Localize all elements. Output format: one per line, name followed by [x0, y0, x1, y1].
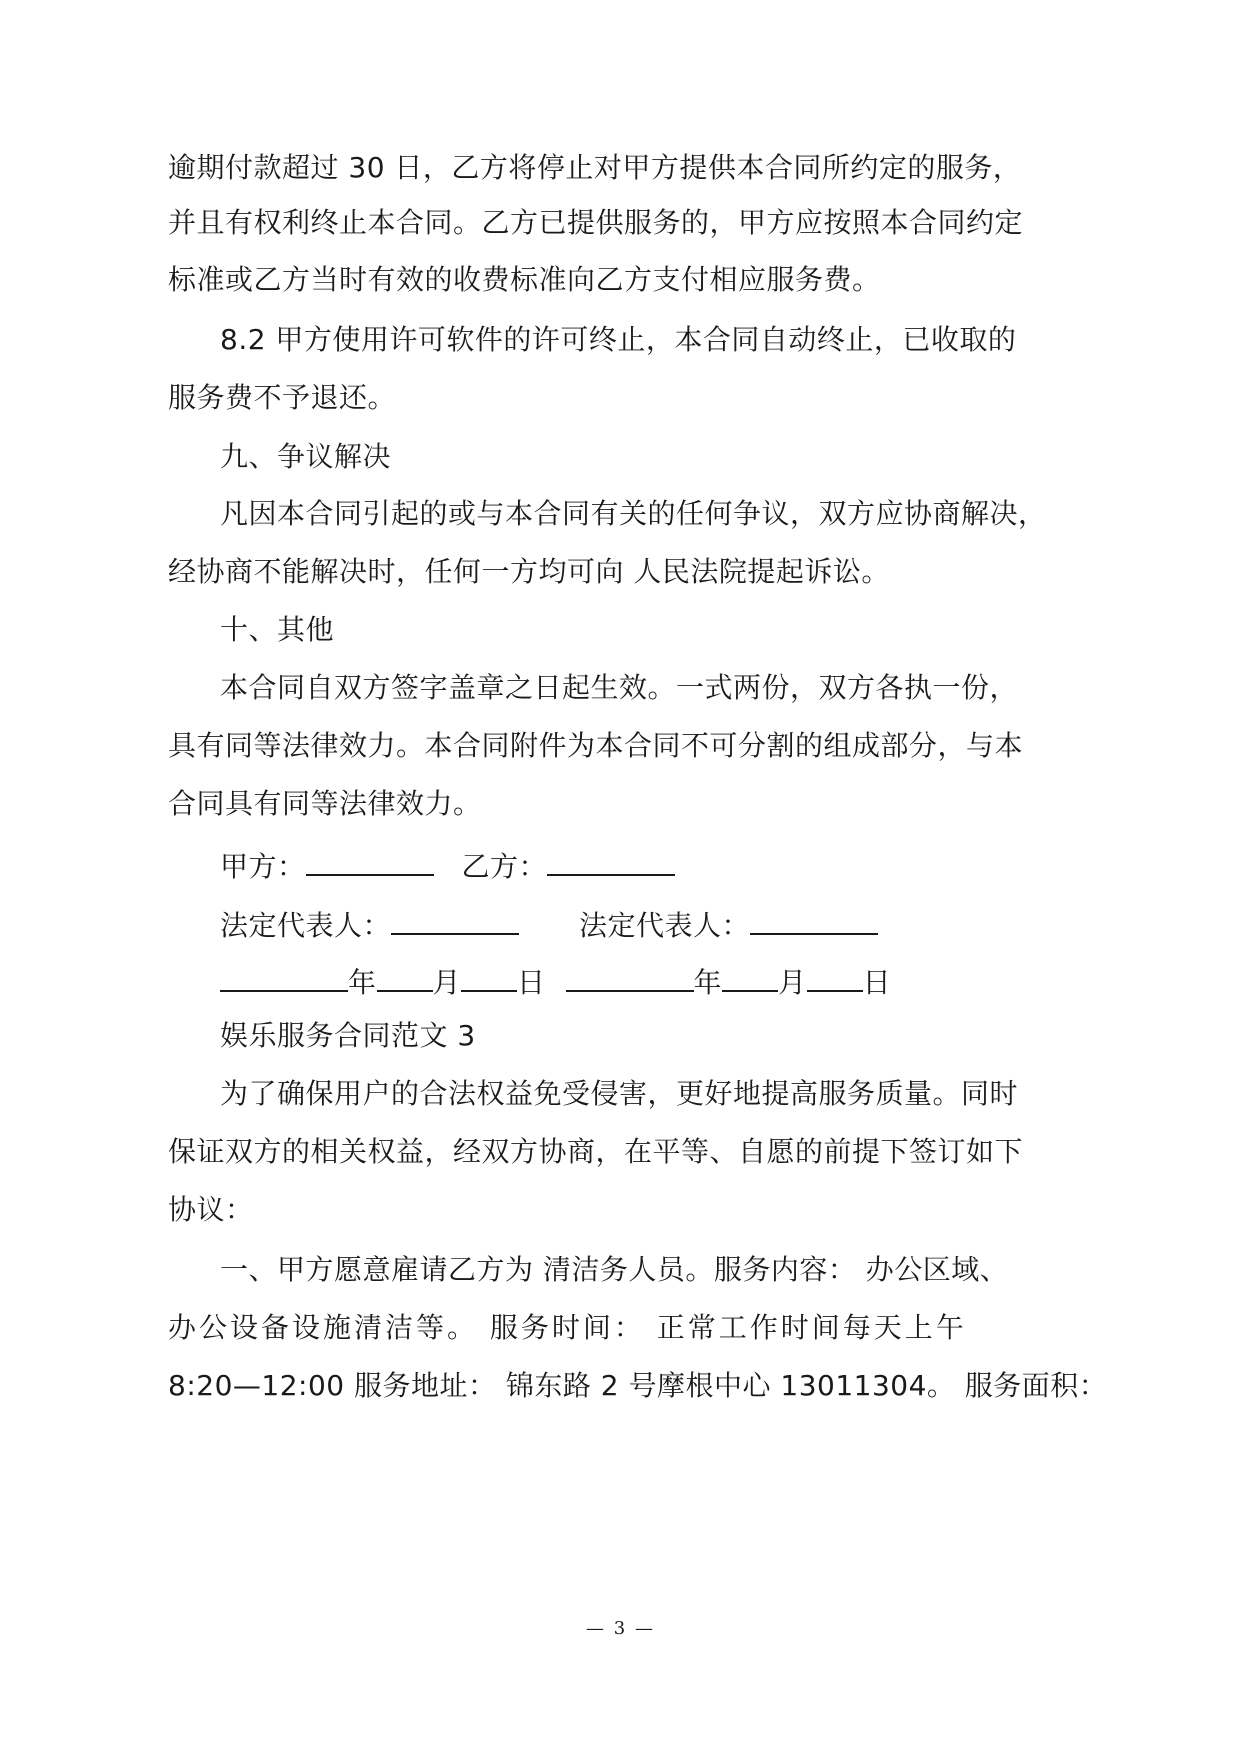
signature-representative-row [220, 903, 878, 944]
party-b-label: 乙方： [461, 850, 548, 883]
paragraph-line: 本合同自双方签字盖章之日起生效。一式两份，双方各执一份， [220, 671, 1019, 704]
paragraph-line: 并且有权利终止本合同。乙方已提供服务的，甲方应按照本合同约定 [168, 206, 1024, 239]
paragraph-line: 逾期付款超过 30 日，乙方将停止对甲方提供本合同所约定的服务， [168, 151, 1022, 184]
section-heading: 九、争议解决 [220, 440, 392, 473]
paragraph-line: 具有同等法律效力。本合同附件为本合同不可分割的组成部分，与本 [168, 729, 1024, 762]
section-heading: 十、其他 [220, 613, 335, 646]
paragraph-line: 保证双方的相关权益，经双方协商，在平等、自愿的前提下签订如下 [168, 1135, 1024, 1168]
date-a-day-blank[interactable] [461, 960, 517, 992]
month-label: 月 [778, 966, 807, 999]
paragraph-line: 经协商不能解决时，任何一方均可向 人民法院提起诉讼。 [168, 555, 890, 588]
rep-a-blank[interactable] [391, 903, 519, 935]
rep-b-blank[interactable] [750, 903, 878, 935]
signature-parties-row [220, 844, 675, 885]
date-b-month-blank[interactable] [722, 960, 778, 992]
party-a-label: 甲方： [220, 850, 306, 883]
date-b-day-blank[interactable] [807, 960, 863, 992]
page-number: — 3 — [586, 1618, 655, 1639]
date-a-year-blank[interactable] [220, 960, 348, 992]
year-label: 年 [693, 966, 723, 999]
paragraph-line: 一、甲方愿意雇请乙方为 清洁务人员。服务内容： 办公区域、 [220, 1253, 1009, 1286]
date-a-month-blank[interactable] [377, 960, 433, 992]
clause-8-2-line: 8.2 甲方使用许可软件的许可终止，本合同自动终止，已收取的 [220, 323, 1017, 356]
paragraph-line: 服务费不予退还。 [168, 381, 397, 414]
signature-date-row [220, 960, 891, 1001]
party-a-blank[interactable] [306, 844, 434, 876]
year-label: 年 [348, 966, 377, 999]
day-label: 日 [517, 966, 546, 999]
paragraph-line: 标准或乙方当时有效的收费标准向乙方支付相应服务费。 [168, 263, 881, 296]
paragraph-line: 为了确保用户的合法权益免受侵害，更好地提高服务质量。同时 [220, 1077, 1019, 1110]
contract-title: 娱乐服务合同范文 3 [220, 1019, 476, 1052]
paragraph-line: 凡因本合同引起的或与本合同有关的任何争议，双方应协商解决， [220, 497, 1047, 530]
paragraph-line: 8:20—12:00 服务地址： 锦东路 2 号摩根中心 13011304。 服务面积： [168, 1369, 1108, 1402]
paragraph-line: 办公设备设施清洁等。 服务时间： 正常工作时间每天上午 [168, 1311, 967, 1344]
rep-b-label: 法定代表人： [579, 909, 751, 942]
date-b-year-blank[interactable] [566, 960, 694, 992]
party-b-blank[interactable] [547, 844, 675, 876]
paragraph-line: 合同具有同等法律效力。 [168, 787, 482, 820]
rep-a-label: 法定代表人： [220, 909, 392, 942]
paragraph-line: 协议： [168, 1193, 254, 1226]
day-label: 日 [862, 966, 892, 999]
month-label: 月 [432, 966, 462, 999]
